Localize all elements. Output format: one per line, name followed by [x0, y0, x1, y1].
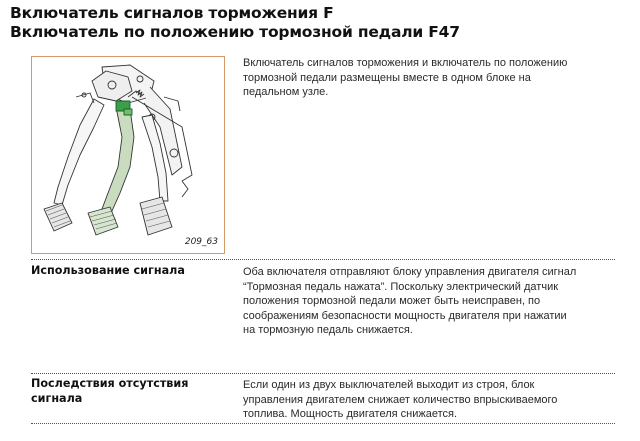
pedal-assembly-figure [31, 56, 225, 254]
section-divider [31, 259, 615, 260]
section-divider [31, 423, 615, 424]
pedal-assembly-illustration [32, 57, 224, 253]
text-line: Оба включателя отправляют блоку управления двигателя сигнал [243, 266, 577, 278]
text-line: положения тормозной педали может быть неисправен, по [243, 295, 541, 307]
figure-label: 209_63 [184, 237, 218, 247]
section-text-signal-usage [243, 265, 615, 338]
title-line-2: Включатель по положению тормозной педали F47 [10, 23, 460, 41]
intro-paragraph [243, 56, 615, 100]
intro-line: педальном узле. [243, 86, 329, 98]
text-line: на тормозную педаль снижается. [243, 324, 413, 336]
section-divider [31, 373, 615, 374]
text-line: Если один из двух выключателей выходит из строя, блок [243, 379, 535, 391]
heading-line: Последствия отсутствия [31, 377, 189, 390]
heading-line: Использование сигнала [31, 264, 185, 277]
section-text-signal-loss [243, 378, 615, 422]
section-heading-signal-usage [31, 264, 231, 279]
text-line: управления двигателем снижает количество впрыскиваемого [243, 393, 558, 406]
section-heading-signal-loss [31, 377, 231, 406]
text-line: соображениям безопасности мощность двигателя при нажатии [243, 309, 567, 322]
text-line: “Тормозная педаль нажата”. Поскольку электрический датчик [243, 280, 559, 293]
title-line-1: Включатель сигналов торможения F [10, 4, 334, 22]
heading-line: сигнала [31, 391, 83, 405]
intro-line: Включатель сигналов торможения и включатель по положению [243, 57, 568, 69]
page-title [10, 4, 630, 42]
text-line: топлива. Мощность двигателя снижается. [243, 408, 458, 420]
intro-line: тормозной педали размещены вместе в одном блоке на [243, 71, 531, 84]
